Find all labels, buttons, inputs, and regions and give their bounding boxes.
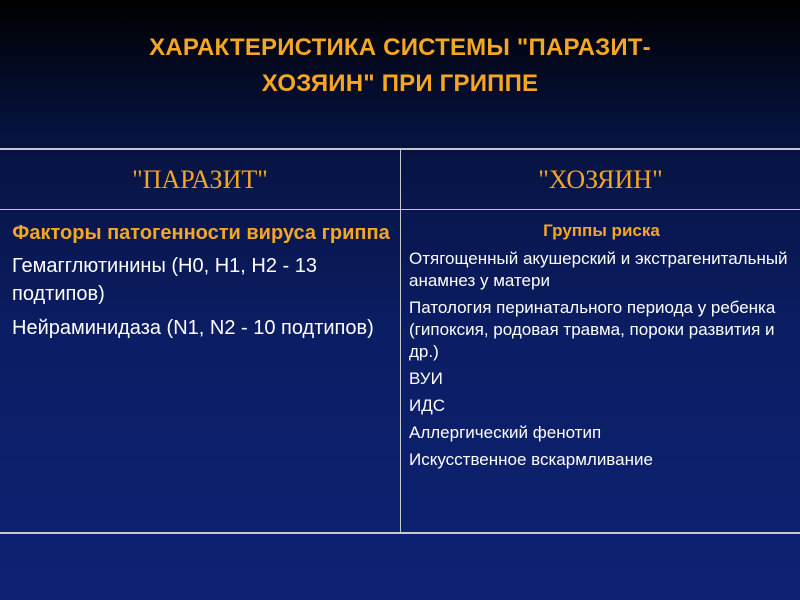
pathogenicity-factors-heading: Факторы патогенности вируса гриппа xyxy=(12,222,390,244)
list-item: ИДС xyxy=(409,396,446,415)
host-cell xyxy=(401,210,800,476)
list-item: Аллергический фенотип xyxy=(409,423,602,442)
slide-title-line-2: ХОЗЯИН" ПРИ ГРИППЕ xyxy=(261,70,539,97)
comparison-table xyxy=(0,148,800,534)
slide-title-line-1: ХАРАКТЕРИСТИКА СИСТЕМЫ "ПАРАЗИТ- xyxy=(149,34,651,61)
list-item: Искусственное вскармливание xyxy=(409,450,653,469)
risk-groups-heading: Группы риска xyxy=(543,221,660,240)
list-item: Патология перинатального периода у ребенка (гипоксия, родовая травма, пороки развития и др.) xyxy=(409,298,776,361)
parasite-cell xyxy=(0,210,400,348)
list-item: ВУИ xyxy=(409,369,443,388)
list-item: Нейраминидаза (N1, N2 - 10 подтипов) xyxy=(12,317,374,339)
slide-title xyxy=(0,30,800,102)
list-item: Отягощенный акушерский и экстрагенитальный анамнез у матери xyxy=(409,249,788,290)
list-item: Гемагглютинины (H0, H1, H2 - 13 подтипов) xyxy=(12,255,317,305)
header-host: "ХОЗЯИН" xyxy=(538,164,663,194)
header-parasite: "ПАРАЗИТ" xyxy=(132,164,268,194)
